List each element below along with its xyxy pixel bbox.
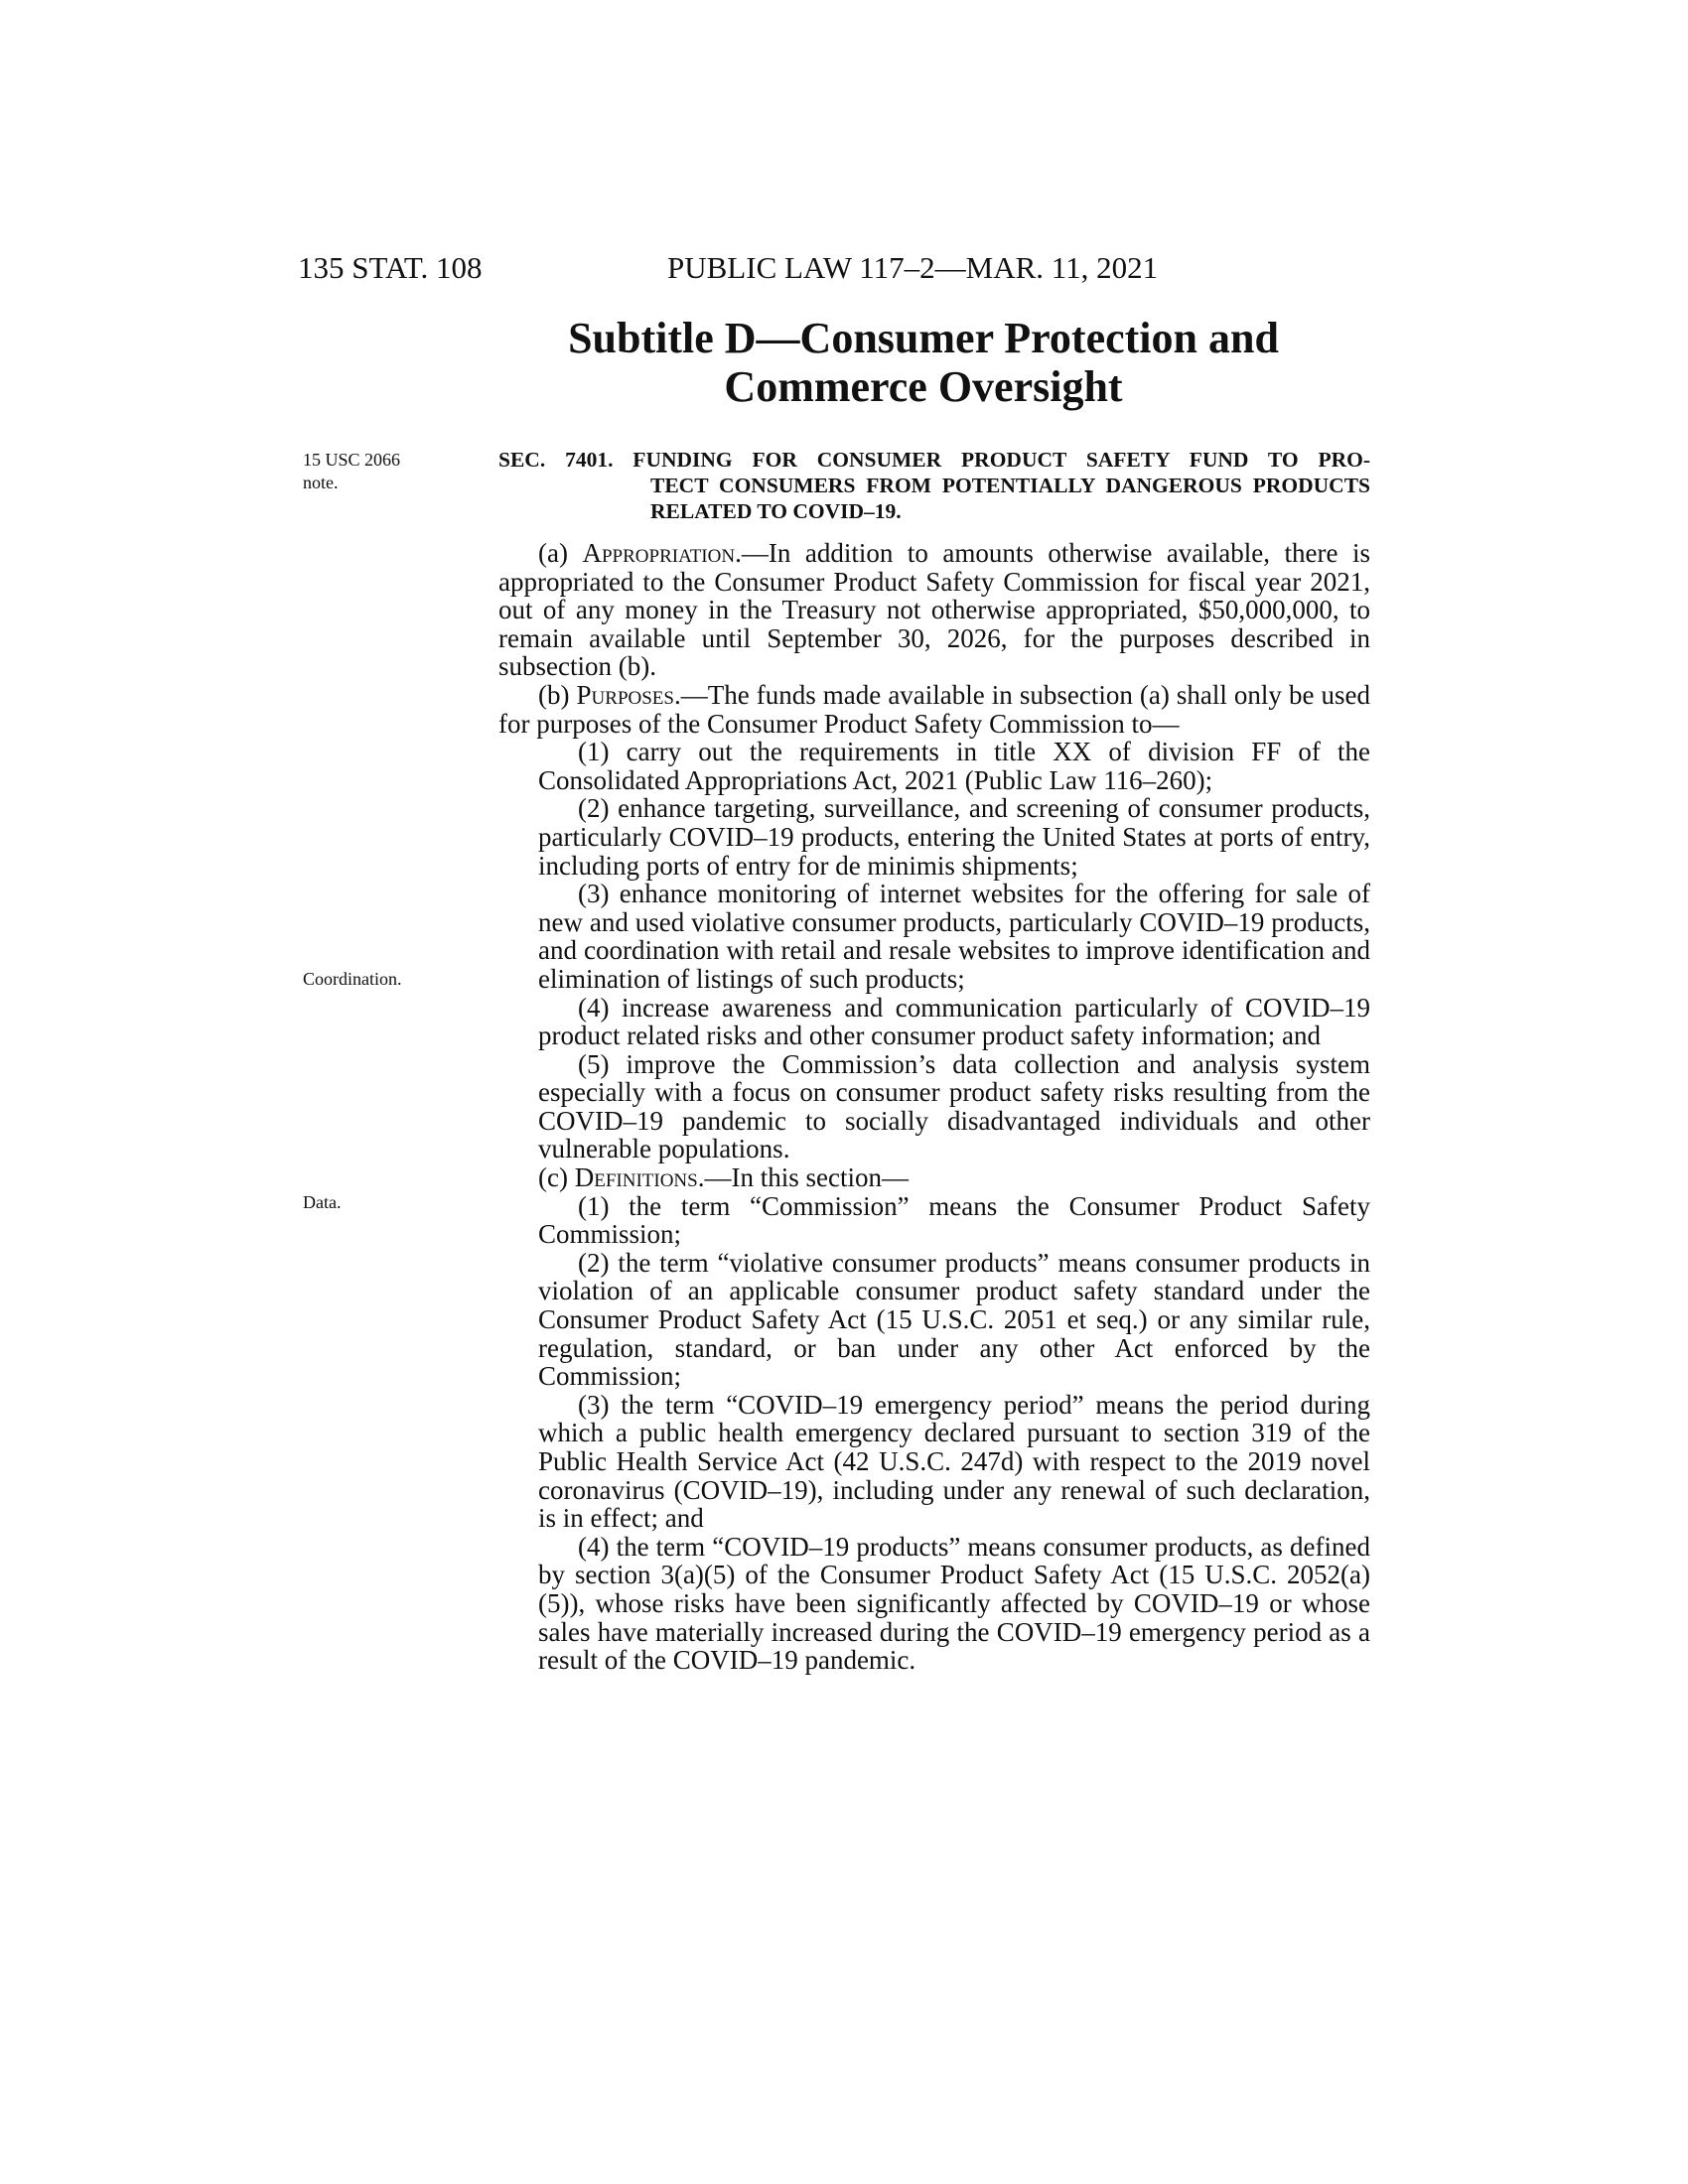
paragraph-b2: (2) enhance targeting, surveillance, and screening of consumer products, particularly COVID–19 products, entering the United States at ports of entry, including ports of entry for de minimis shipments; — [538, 793, 1370, 881]
section-heading — [498, 447, 1370, 524]
subsection-b-text: .—The funds made available in subsection (a) shall only be used for purposes of the Consumer Product Safety Commission to— — [498, 679, 1370, 739]
subsection-a-label: (a) — [538, 538, 583, 568]
paragraph-b5: (5) improve the Commission’s data collection and analysis system especially with a focus on consumer product safety risks resulting from the COVID–19 pandemic to socially disadvantaged individuals and other vulnerable populations. — [538, 1048, 1370, 1164]
subtitle-line-2: Commerce Oversight — [724, 362, 1123, 411]
paragraph-c1: (1) the term “Commission” means the Consumer Product Safety Commission; — [538, 1190, 1370, 1250]
paragraph-c4: (4) the term “COVID–19 products” means consumer products, as defined by section 3(a)(5) of the Consumer Product Safety Act (15 U.S.C. 2052(a)(5)), whose risks have been significantly affected by COVID–19 or whose sales have materially increased during the COVID–19 emergency period as a result of the COVID–19 pandemic. — [538, 1531, 1370, 1676]
subsection-c-caption: Definitions — [574, 1162, 698, 1193]
paragraph-c3: (3) the term “COVID–19 emergency period” means the period during which a public health emergency declared pursuant to section 319 of the Public Health Service Act (42 U.S.C. 247d) with respect to the 2019 novel coronavirus (COVID–19), including under any renewal of such declaration, is in effect; and — [538, 1389, 1370, 1534]
margin-note-usc-line-2: note. — [303, 473, 339, 492]
subsection-b-caption: Purposes — [576, 679, 674, 710]
margin-note-usc-line-1: 15 USC 2066 — [303, 450, 401, 470]
paragraph-b4: (4) increase awareness and communication particularly of COVID–19 product related risks and other consumer product safety information; and — [538, 992, 1370, 1051]
running-head: PUBLIC LAW 117–2—MAR. 11, 2021 — [667, 250, 1159, 285]
paragraph-b3: (3) enhance monitoring of internet websites for the offering for sale of new and used violative consumer products, particularly COVID–19 products, and coordination with retail and resale websites to improve identification and elimination of listings of such products; — [538, 879, 1370, 994]
section-body — [498, 539, 1370, 1675]
section-heading-continuation: TECT CONSUMERS FROM POTENTIALLY DANGEROUS PRODUCTS RELATED TO COVID–19. — [650, 474, 1370, 523]
margin-note-coordination: Coordination. — [303, 969, 402, 989]
page-number: 135 STAT. 108 — [298, 250, 483, 285]
subtitle-line-1: Subtitle D—Consumer Protection and — [568, 314, 1279, 362]
paragraph-c2: (2) the term “violative consumer products” means consumer products in violation of an applicable consumer product safety standard under the Consumer Product Safety Act (15 U.S.C. 2051 et seq.) or any similar rule, regulation, standard, or ban under any other Act enforced by the Commission; — [538, 1247, 1370, 1392]
subsection-a — [498, 539, 1370, 681]
subsection-c — [498, 1163, 1370, 1192]
subsection-a-caption: Appropriation — [582, 538, 736, 568]
subsection-b — [498, 681, 1370, 738]
page-header — [0, 250, 1688, 290]
section-heading-line-1: SEC. 7401. FUNDING FOR CONSUMER PRODUCT SAFETY FUND TO PRO- — [498, 448, 1370, 472]
margin-note-usc — [303, 449, 452, 494]
paragraph-b1: (1) carry out the requirements in title XX of division FF of the Consolidated Appropriations Act, 2021 (Public Law 116–260); — [538, 737, 1370, 795]
subsection-b-label: (b) — [538, 679, 577, 710]
subsection-a-text: .—In addition to amounts otherwise available, there is appropriated to the Consumer Product Safety Commission for fiscal year 2021, out of any money in the Treasury not otherwise appropriated, $50,000,000, to remain available until September 30, 2026, for the purposes described in subsection (b). — [498, 538, 1370, 682]
subtitle-heading — [477, 314, 1370, 411]
margin-note-data: Data. — [303, 1192, 342, 1212]
subsection-c-text: .—In this section— — [697, 1162, 909, 1193]
subsection-c-label: (c) — [538, 1162, 575, 1193]
